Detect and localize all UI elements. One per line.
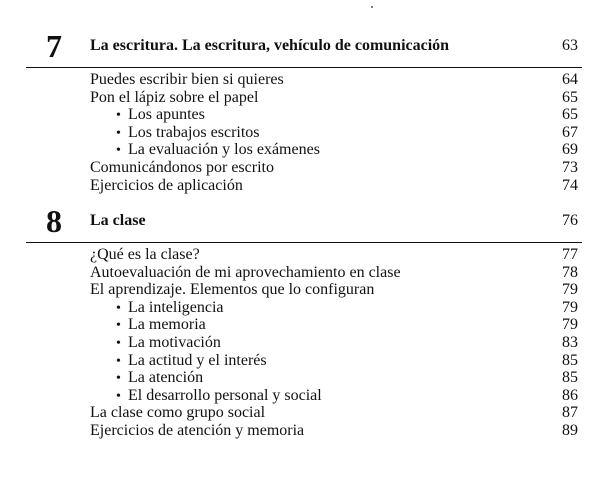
entry-label: La evaluación y los exámenes — [128, 141, 320, 159]
entry-page-number: 74 — [562, 176, 578, 194]
entry-page-number: 73 — [562, 158, 578, 176]
chapter-heading — [26, 28, 582, 68]
entry-label: Los trabajos escritos — [128, 123, 260, 141]
toc-subentry — [90, 387, 578, 405]
entry-label: Ejercicios de aplicación — [90, 176, 243, 194]
entry-label: Los apuntes — [128, 106, 205, 124]
entry-page-number: 78 — [562, 263, 578, 281]
bullet-icon: • — [116, 108, 121, 124]
chapter-number: 8 — [46, 203, 62, 239]
bullet-icon: • — [116, 300, 121, 316]
entry-label: El aprendizaje. Elementos que lo configuran — [90, 281, 375, 299]
entry-label: El desarrollo personal y social — [128, 386, 322, 404]
toc-entry — [90, 404, 578, 422]
toc-entry — [90, 246, 578, 264]
entry-page-number: 79 — [562, 298, 578, 316]
toc-subentry — [90, 316, 578, 334]
bullet-icon: • — [116, 388, 121, 404]
toc-subentry — [90, 352, 578, 370]
toc-entry — [90, 177, 578, 195]
toc-entry — [90, 422, 578, 440]
entry-page-number: 85 — [562, 369, 578, 387]
toc-subentry — [90, 299, 578, 317]
scan-speck — [371, 6, 373, 8]
entry-label: La atención — [128, 369, 204, 387]
entry-page-number: 86 — [562, 386, 578, 404]
entry-page-number: 83 — [562, 333, 578, 351]
toc-subentry — [90, 369, 578, 387]
entry-label: ¿Qué es la clase? — [90, 246, 200, 263]
toc-entry — [90, 89, 578, 107]
entry-page-number: 67 — [562, 123, 578, 141]
entry-label: La motivación — [128, 333, 221, 351]
entry-label: Ejercicios de atención y memoria — [90, 421, 305, 439]
toc-subentry — [90, 141, 578, 159]
bullet-icon: • — [116, 371, 121, 387]
toc-subentry — [90, 124, 578, 142]
toc-subentry — [90, 106, 578, 124]
entry-page-number: 64 — [562, 71, 578, 88]
bullet-icon: • — [116, 318, 121, 334]
entry-label: La actitud y el interés — [128, 351, 267, 369]
chapter-8-section — [26, 203, 582, 439]
bullet-icon: • — [116, 335, 121, 351]
entry-label: La inteligencia — [128, 298, 224, 316]
entry-page-number: 79 — [562, 281, 578, 299]
chapter-number: 7 — [46, 28, 62, 64]
entry-page-number: 77 — [562, 246, 578, 263]
entry-page-number: 85 — [562, 351, 578, 369]
entry-page-number: 65 — [562, 106, 578, 124]
entry-page-number: 65 — [562, 88, 578, 106]
chapter-page-number: 76 — [562, 212, 578, 229]
chapter-title: La clase — [90, 212, 146, 229]
entry-label: Comunicándonos por escrito — [90, 158, 274, 176]
chapter-heading — [26, 203, 582, 243]
entry-label: Autoevaluación de mi aprovechamiento en clase — [90, 263, 401, 281]
toc-entry — [90, 281, 578, 299]
entry-page-number: 69 — [562, 141, 578, 159]
bullet-icon: • — [116, 143, 121, 159]
bullet-icon: • — [116, 353, 121, 369]
entry-page-number: 87 — [562, 404, 578, 422]
chapter-7-section — [26, 28, 582, 194]
toc-entry — [90, 159, 578, 177]
entry-page-number: 89 — [562, 421, 578, 439]
entry-label: Puedes escribir bien si quieres — [90, 71, 284, 88]
chapter-divider — [26, 242, 582, 243]
entry-page-number: 79 — [562, 316, 578, 334]
entry-label: La memoria — [128, 316, 206, 334]
toc-entry — [90, 71, 578, 89]
bullet-icon: • — [116, 125, 121, 141]
chapter-title: La escritura. La escritura, vehículo de comunicación — [90, 37, 450, 54]
toc-entry — [90, 264, 578, 282]
chapter-divider — [26, 67, 582, 68]
chapter-entries — [90, 246, 578, 440]
entry-label: La clase como grupo social — [90, 404, 266, 422]
chapter-page-number: 63 — [562, 37, 578, 54]
toc-subentry — [90, 334, 578, 352]
chapter-entries — [90, 71, 578, 194]
entry-label: Pon el lápiz sobre el papel — [90, 88, 259, 106]
